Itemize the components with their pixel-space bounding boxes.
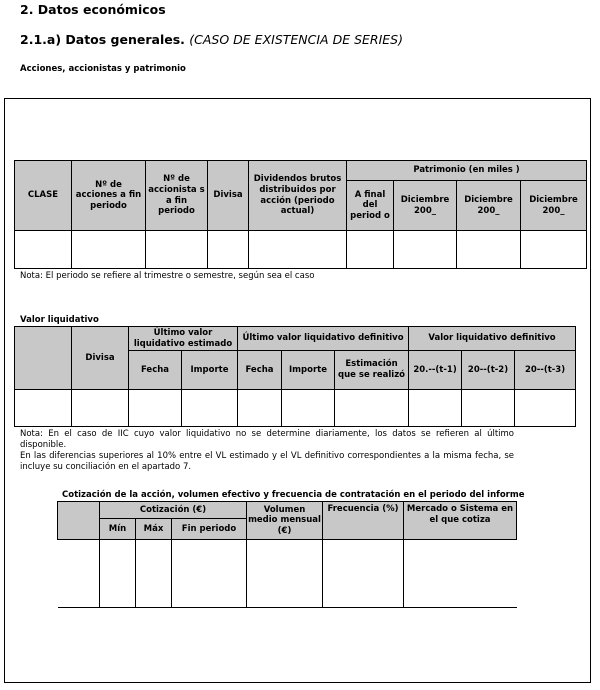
table-cell — [100, 540, 136, 608]
table-cell — [58, 540, 100, 608]
col-valor-definitivo: Valor liquidativo definitivo — [409, 327, 576, 351]
valor-liquidativo-title: Valor liquidativo — [20, 315, 99, 325]
table-cell — [515, 390, 576, 427]
table-cell — [521, 231, 587, 269]
table-cell — [208, 231, 249, 269]
section-heading: 2. Datos económicos — [20, 2, 166, 17]
table-cell — [72, 390, 129, 427]
col-clase: CLASE — [15, 161, 72, 231]
table-row — [58, 540, 517, 608]
table-cell — [146, 231, 208, 269]
col-fin-periodo: Fin periodo — [172, 519, 247, 540]
col-dividendos: Dividendos brutos distribuidos por acción (periodo actual) — [249, 161, 347, 231]
cotizacion-title: Cotización de la acción, volumen efectivo y frecuencia de contratación en el periodo del informe — [62, 490, 525, 500]
col-importe-2: Importe — [282, 351, 335, 390]
col-diciembre-3: Diciembre 200_ — [521, 181, 587, 231]
table-cell — [238, 390, 282, 427]
table-cell — [409, 390, 462, 427]
table-cell — [129, 390, 182, 427]
subsection-heading-italic: (CASO DE EXISTENCIA DE SERIES) — [189, 32, 403, 47]
table-cell — [462, 390, 515, 427]
table-cell — [404, 540, 517, 608]
subsection-heading-bold: 2.1.a) Datos generales. — [20, 32, 185, 47]
table-cell — [72, 231, 146, 269]
subtitle-acciones: Acciones, accionistas y patrimonio — [20, 64, 186, 74]
table-cell — [172, 540, 247, 608]
col-patrimonio: Patrimonio (en miles ) — [347, 161, 587, 181]
table-cell — [15, 390, 72, 427]
table-cell — [249, 231, 347, 269]
col-mercado: Mercado o Sistema en el que cotiza — [404, 502, 517, 540]
col-cotizacion: Cotización (€) — [100, 502, 247, 519]
note-periodo: Nota: El periodo se refiere al trimestre o semestre, según sea el caso — [20, 271, 315, 281]
table-row — [15, 231, 587, 269]
col-n-accionistas: Nº de accionista s a fin periodo — [146, 161, 208, 231]
col-importe-1: Importe — [182, 351, 238, 390]
table-cell — [247, 540, 323, 608]
table-cell — [182, 390, 238, 427]
table-cell — [457, 231, 521, 269]
col-ultimo-estimado: Último valor liquidativo estimado — [129, 327, 238, 351]
table-cell — [282, 390, 335, 427]
col-empty — [58, 502, 100, 540]
table-cell — [323, 540, 404, 608]
table-cell — [347, 231, 394, 269]
col-fecha-2: Fecha — [238, 351, 282, 390]
table-cell — [15, 231, 72, 269]
col-min: Mín — [100, 519, 136, 540]
patrimonio-table — [14, 160, 587, 269]
col-divisa-vl: Divisa — [72, 327, 129, 390]
col-diciembre-2: Diciembre 200_ — [457, 181, 521, 231]
col-diciembre-1: Diciembre 200_ — [394, 181, 457, 231]
col-empty — [15, 327, 72, 390]
valor-liquidativo-table — [14, 326, 576, 427]
table-cell — [394, 231, 457, 269]
table-cell — [136, 540, 172, 608]
col-a-final: A final del period o — [347, 181, 394, 231]
col-fecha-1: Fecha — [129, 351, 182, 390]
table-row — [15, 390, 576, 427]
col-ultimo-definitivo: Último valor liquidativo definitivo — [238, 327, 409, 351]
subsection-heading — [20, 32, 403, 47]
col-n-acciones: Nº de acciones a fin periodo — [72, 161, 146, 231]
note-iic: Nota: En el caso de IIC cuyo valor liquidativo no se determine diariamente, los datos se refieren al último disponible. — [20, 429, 514, 450]
note-diferencias: En las diferencias superiores al 10% entre el VL estimado y el VL definitivo correspondientes a la misma fecha, se incluye su conciliación en el apartado 7. — [20, 451, 514, 472]
col-estimacion: Estimación que se realizó — [335, 351, 409, 390]
col-volumen: Volumen medio mensual (€) — [247, 502, 323, 540]
col-divisa: Divisa — [208, 161, 249, 231]
col-frecuencia: Frecuencia (%) — [323, 502, 404, 540]
col-year-1: 20.--(t-1) — [409, 351, 462, 390]
table-cell — [335, 390, 409, 427]
cotizacion-table — [57, 501, 517, 608]
col-year-2: 20--(t-2) — [462, 351, 515, 390]
col-year-3: 20--(t-3) — [515, 351, 576, 390]
col-max: Máx — [136, 519, 172, 540]
